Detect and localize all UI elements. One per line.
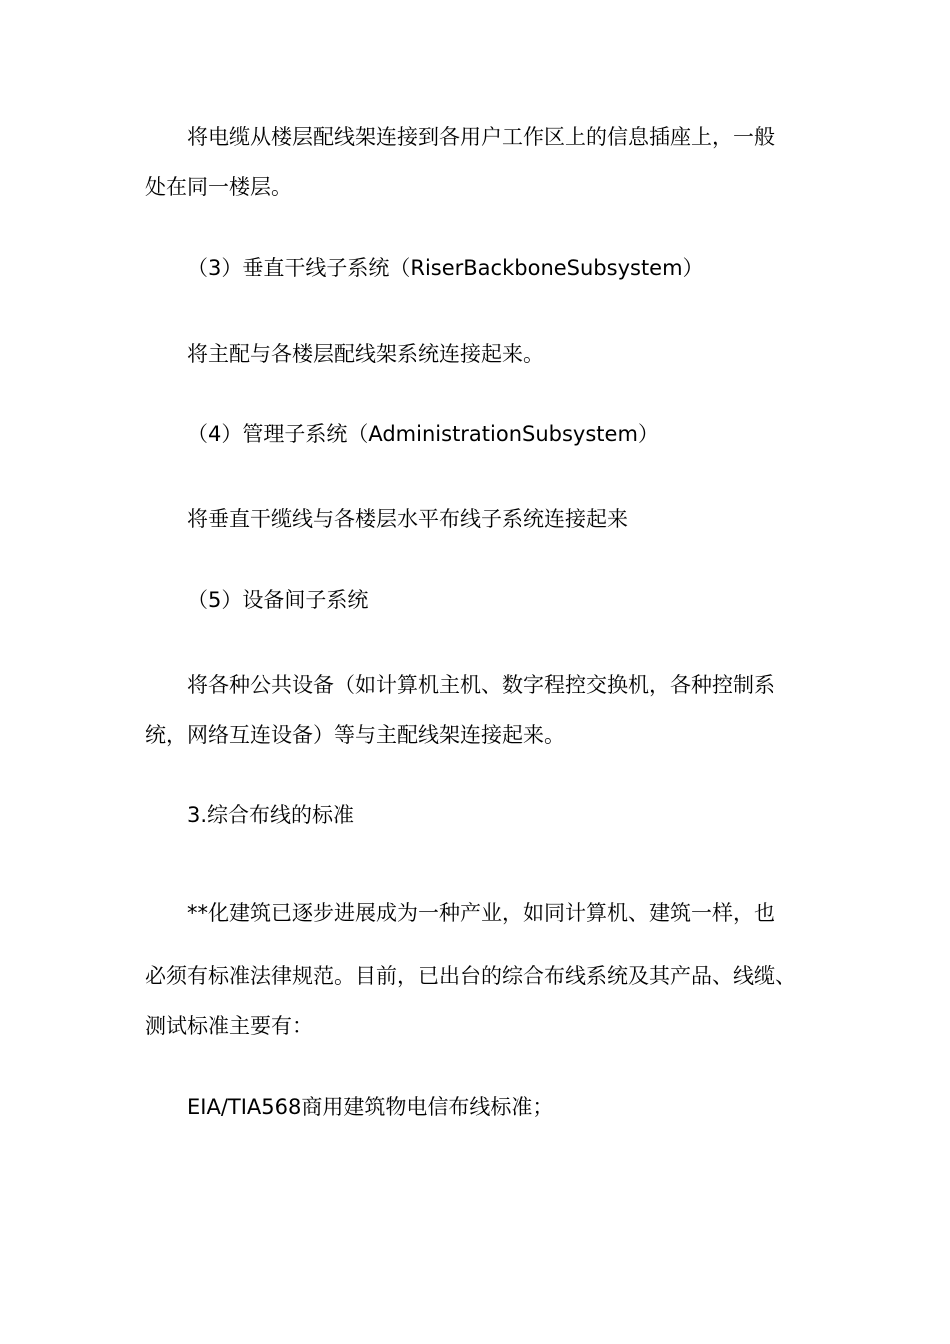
paragraph-horizontal-subsystem-line-1: 将电缆从楼层配线架连接到各用户工作区上的信息插座上，一般 (187, 125, 775, 149)
paragraph-eia-tia-568: EIA/TIA568商用建筑物电信布线标准； (187, 1095, 554, 1119)
paragraph-standards-line-2: 必须有标准法律规范。目前，已出台的综合布线系统及其产品、线缆、 (145, 964, 796, 988)
heading-riser-backbone-subsystem: （3）垂直干线子系统（RiserBackboneSubsystem） (187, 256, 704, 280)
heading-cabling-standards: 3.综合布线的标准 (187, 803, 355, 827)
paragraph-standards-line-1: **化建筑已逐步进展成为一种产业，如同计算机、建筑一样，也 (187, 901, 775, 925)
paragraph-equipment-room-line-1: 将各种公共设备（如计算机主机、数字程控交换机，各种控制系 (187, 673, 775, 697)
paragraph-horizontal-subsystem-line-2: 处在同一楼层。 (145, 175, 292, 199)
heading-administration-subsystem: （4）管理子系统（AdministrationSubsystem） (187, 422, 659, 446)
paragraph-administration-subsystem: 将垂直干缆线与各楼层水平布线子系统连接起来 (187, 507, 628, 531)
paragraph-riser-backbone-subsystem: 将主配与各楼层配线架系统连接起来。 (187, 342, 544, 366)
heading-equipment-room-subsystem: （5）设备间子系统 (187, 588, 369, 612)
paragraph-equipment-room-line-2: 统，网络互连设备）等与主配线架连接起来。 (145, 723, 565, 747)
paragraph-standards-line-3: 测试标准主要有： (145, 1014, 313, 1038)
